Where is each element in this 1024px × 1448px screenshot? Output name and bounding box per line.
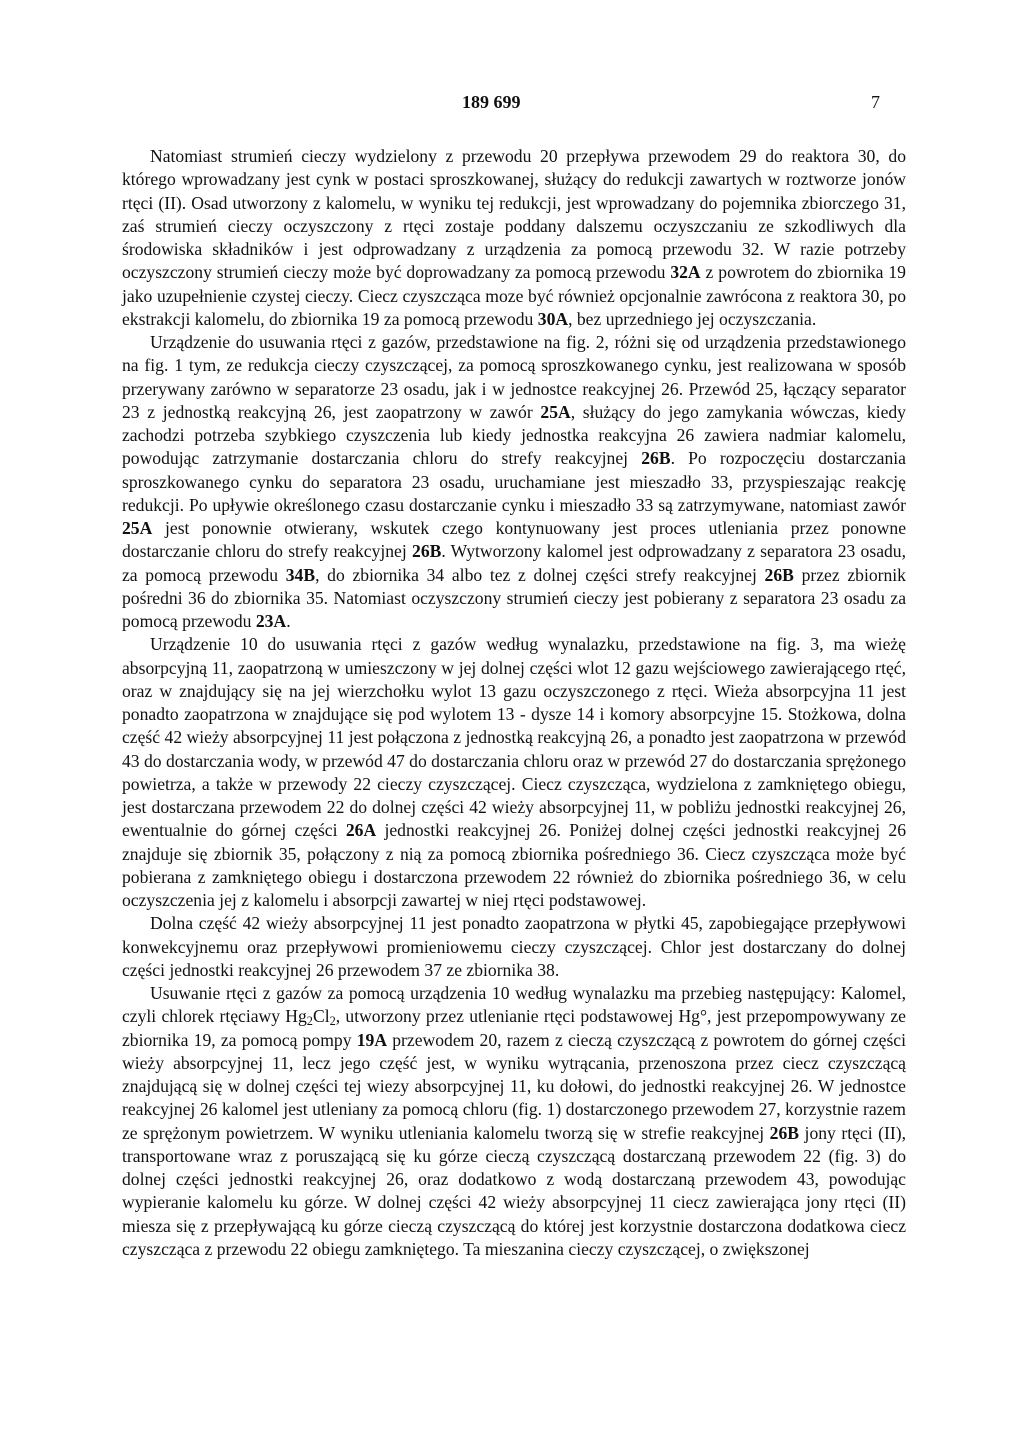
reference-label: 32A: [670, 262, 701, 283]
text-segment: .: [286, 611, 291, 631]
text-segment: Urządzenie 10 do usuwania rtęci z gazów według wynalazku, przedstawione na fig. 3, ma wieżę absorpcyjną 11, zaopatrzoną w umieszczony w jej dolnej części wlot 12 gazu wejściowego zawierającego rtęć, oraz w znajdujący się na jej wierzchołku wylot 13 gazu oczyszczonego z rtęci. Wieża absorpcyjna 11 jest ponadto zaopatrzona w znajdujące się pod wylotem 13 - dysze 14 i komory absorpcyjne 15. Stożkowa, dolna część 42 wieży absorpcyjnej 11 jest połączona z jednostką reakcyjną 26, a ponadto jest zaopatrzona w przewód 43 do dostarczania wody, w przewód 47 do dostarczania chloru oraz w przewód 27 do dostarczania sprężonego powietrza, a także w przewody 22 cieczy czyszczącej. Ciecz czyszcząca, wydzielona z zamkniętego obiegu, jest dostarczana przewodem 22 do dolnej części 42 wieży absorpcyjnej 11, w pobliżu jednostki reakcyjnej 26, ewentualnie do górnej części: [122, 634, 906, 841]
reference-label: 26B: [412, 541, 442, 562]
reference-label: 19A: [356, 1029, 388, 1050]
paragraph: [122, 912, 906, 982]
text-segment: jony rtęci (II), transportowane wraz z poruszającą się ku górze cieczą czyszczącą dostarczaną przewodem 22 (fig. 3) do dolnej części jednostki reakcyjnej 26, oraz dodatkowo z wodą dostarczaną przewodem 43, powodując wypieranie kalomelu ku górze. W dolnej części 42 wieży absorpcyjnej 11 ciecz zawierająca jony rtęci (II) miesza się z przepływającą ku górze cieczą czyszczącą do której jest korzystnie dostarczona dodatkowa ciecz czyszcząca z przewodu 22 obiegu zamkniętego. Ta mieszanina cieczy czyszczącej, o zwiększonej: [122, 1122, 907, 1259]
text-segment: Cl: [312, 1006, 330, 1027]
paragraph: [122, 982, 906, 1261]
text-segment: jednostki reakcyjnej 26. Poniżej dolnej części jednostki reakcyjnej 26 znajduje się zbiornik 35, połączony z nią za pomocą zbiornika pośredniego 36. Ciecz czyszcząca może być pobierana z zamkniętego obiegu i dostarczona przewodem 22 również do zbiornika pośredniego 36, w celu oczyszczenia jej z kalomelu i absorpcji zawartej w niej rtęci podstawowej.: [122, 820, 906, 910]
reference-label: 25A: [540, 401, 571, 422]
text-segment: jest ponownie otwierany, wskutek czego kontynuowany jest proces utleniania przez ponowne dostarczanie chloru do strefy reakcyjnej: [122, 518, 906, 562]
text-segment: Dolna część 42 wieży absorpcyjnej 11 jest ponadto zaopatrzona w płytki 45, zapobiegające przepływowi konwekcyjnemu oraz przepływowi promieniowemu cieczy czyszczącej. Chlor jest dostarczany do dolnej części jednostki reakcyjnej 26 przewodem 37 ze zbiornika 38.: [122, 913, 906, 980]
text-segment: Urządzenie do usuwania rtęci z gazów, przedstawione na fig. 2, różni się od urządzenia przedstawionego na fig. 1 tym, ze redukcja cieczy czyszczącej, za pomocą sproszkowanego cynku, jest realizowana w sposób przerywany zarówno w separatorze 23 osadu, jak i w jednostce reakcyjnej 26. Przewód 25, łączący separator 23 z jednostką reakcyjną 26, jest zaopatrzony w zawór: [122, 332, 906, 422]
text-segment: . Wytworzony kalomel jest odprowadzany z separatora 23 osadu, za pomocą przewodu: [122, 541, 906, 585]
paragraph: [122, 633, 906, 912]
text-segment: , utworzony przez utlenianie rtęci podstawowej Hg°, jest przepompowywany ze zbiornika 19, za pomocą pompy: [122, 1006, 906, 1050]
text-segment: , bez uprzedniego jej oczyszczania.: [568, 308, 817, 329]
text-segment: , służący do jego zamykania wówczas, kiedy zachodzi potrzeba szybkiego czyszczenia lub kiedy jednostka reakcyjna 26 zawiera nadmiar kalomelu, powodując zatrzymanie dostarczania chloru do strefy reakcyjnej: [122, 401, 906, 469]
page-header: [0, 92, 1024, 116]
reference-label: 26A: [345, 820, 377, 841]
reference-label: 25A: [122, 518, 153, 538]
text-segment: przewodem 20, razem z cieczą czyszczącą z powrotem do górnej części wieży absorpcyjnej 11, lecz jego część jest, w wyniku wytrącania, przenoszona przez ciecz czyszczącą znajdującą się w dolnej części tej wiezy absorpcyjnej 11, ku dołowi, do jednostki reakcyjnej 26. W jednostce reakcyjnej 26 kalomel jest utleniany za pomocą chloru (fig. 1) dostarczonego przewodem 27, korzystnie razem ze sprężonym powietrzem. W wyniku utleniania kalomelu tworzą się w strefie reakcyjnej: [122, 1029, 906, 1143]
text-segment: , do zbiornika 34 albo tez z dolnej części strefy reakcyjnej: [315, 564, 765, 585]
paragraph: [122, 331, 906, 633]
text-segment: przez zbiornik pośredni 36 do zbiornika 35. Natomiast oczyszczony strumień cieczy jest pobierany z separatora 23 osadu za pomocą przewodu: [122, 564, 906, 631]
patent-number: 189 699: [462, 92, 521, 112]
paragraph: [122, 145, 906, 331]
subscript: 2: [329, 1014, 336, 1029]
subscript: 2: [306, 1014, 313, 1029]
reference-label: 23A: [255, 611, 287, 631]
reference-label: 34B: [285, 564, 316, 585]
text-segment: z powrotem do zbiornika 19 jako uzupełnienie czystej cieczy. Ciecz czyszcząca moze być również opcjonalnie zawrócona z reaktora 30, po ekstrakcji kalomelu, do zbiornika 19 za pomocą przewodu: [122, 262, 906, 329]
reference-label: 30A: [537, 308, 569, 329]
text-segment: Natomiast strumień cieczy wydzielony z przewodu 20 przepływa przewodem 29 do reaktora 30, do którego wprowadzany jest cynk w postaci sproszkowanej, służący do redukcji zawartych w roztworze jonów rtęci (II). Osad utworzony z kalomelu, w wyniku tej redukcji, jest wprowadzany do pojemnika zbiorczego 31, zaś strumień cieczy oczyszczony z rtęci zostaje poddany dalszemu oczyszczaniu ze szkodliwych dla środowiska składników i jest odprowadzany z urządzenia za pomocą przewodu 32. W razie potrzeby oczyszczony strumień cieczy może być doprowadzany za pomocą przewodu: [122, 146, 906, 283]
reference-label: 26B: [769, 1122, 800, 1143]
reference-label: 26B: [641, 448, 671, 469]
text-segment: Usuwanie rtęci z gazów za pomocą urządzenia 10 według wynalazku ma przebieg następujący: Kalomel, czyli chlorek rtęciawy Hg: [122, 983, 906, 1027]
text-segment: . Po rozpoczęciu dostarczania sproszkowanego cynku do separatora 23 osadu, uruchamiane jest mieszadło 33, przyspieszając reakcję redukcji. Po upływie określonego czasu dostarczanie cynku i mieszadło 33 są zatrzymywane, natomiast zawór: [122, 448, 906, 515]
document-body: [122, 145, 906, 1261]
page-number: 7: [871, 92, 880, 112]
reference-label: 26B: [764, 564, 794, 585]
